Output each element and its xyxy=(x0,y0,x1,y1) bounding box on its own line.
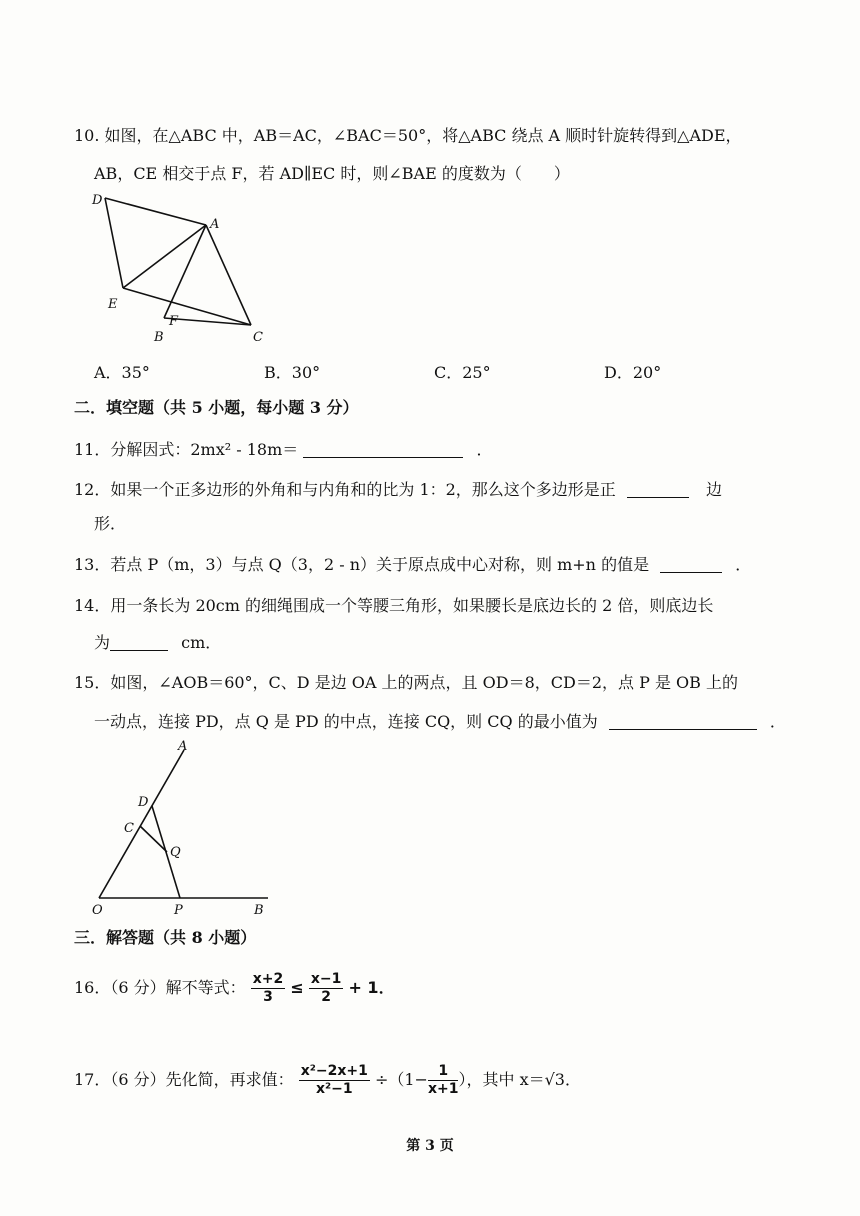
q14-line2-end: cm． xyxy=(181,633,222,652)
q17 xyxy=(74,1060,581,1100)
segment-AB xyxy=(164,225,206,318)
label-P: P xyxy=(174,903,183,918)
segment-AE xyxy=(123,225,206,288)
q10-option-b: B．30° xyxy=(264,363,321,382)
segment-DE xyxy=(105,198,123,288)
segment-CQ xyxy=(140,826,167,852)
q11-text: 11．分解因式：2mx² - 18m＝ xyxy=(74,440,299,459)
section-answer-heading: 三．解答题（共 8 小题） xyxy=(74,928,257,947)
q13-text: 13．若点 P（m，3）与点 Q（3，2 - n）关于原点成中心对称，则 m+n 的值是 xyxy=(74,555,650,574)
q17-prefix: 17．（6 分）先化简，再求值： xyxy=(74,1070,294,1089)
q10-figure xyxy=(86,190,276,350)
q14-line2-start: 为 xyxy=(94,633,111,652)
q13-answer-blank[interactable] xyxy=(660,556,722,573)
segment-AC xyxy=(206,225,251,325)
q17-mid: ÷（1− xyxy=(374,1070,428,1089)
q10-option-c: C．25° xyxy=(434,363,491,382)
q10-line2: AB，CE 相交于点 F，若 AD∥EC 时，则∠BAE 的度数为（ ） xyxy=(94,164,570,183)
q11-answer-blank[interactable] xyxy=(303,441,463,458)
label-O: O xyxy=(92,903,103,918)
label-E: E xyxy=(108,297,118,312)
label-B: B xyxy=(154,330,164,345)
q10-line1: 10. 如图，在△ABC 中，AB＝AC，∠BAC＝50°，将△ABC 绕点 A 顺时针旋转得到△ADE， xyxy=(74,126,742,145)
q16-frac1-denominator: 3 xyxy=(263,989,273,1005)
q15-answer-blank[interactable] xyxy=(609,713,757,730)
label-B: B xyxy=(254,903,264,918)
label-C: C xyxy=(253,330,263,345)
label-D: D xyxy=(138,795,149,810)
q11-end: ． xyxy=(476,440,493,459)
segment-DA xyxy=(105,198,206,225)
q14-line2 xyxy=(94,633,221,653)
q13-end: ． xyxy=(735,555,752,574)
q17-inner-fraction xyxy=(428,1063,459,1098)
label-F: F xyxy=(169,314,179,329)
q16-frac2-denominator: 2 xyxy=(321,989,331,1005)
q14-line1: 14．用一条长为 20cm 的细绳围成一个等腰三角形，如果腰长是底边长的 2 倍，则底边长 xyxy=(74,596,714,615)
q16-prefix: 16．（6 分）解不等式： xyxy=(74,978,246,997)
q16-tail: + 1． xyxy=(348,978,395,997)
q15-figure xyxy=(84,736,284,920)
label-A: A xyxy=(210,217,220,232)
q12-line2: 形． xyxy=(94,514,127,533)
q16-relation: ≤ xyxy=(290,978,304,997)
q16-frac1-numerator: x+2 xyxy=(252,971,284,987)
q12-text: 12．如果一个正多边形的外角和与内角和的比为 1：2，那么这个多边形是正 xyxy=(74,480,616,499)
q17-numerator: x²−2x+1 xyxy=(300,1063,368,1079)
label-C: C xyxy=(124,821,134,836)
q10-option-d: D．20° xyxy=(604,363,662,382)
q12-line1-end: 边 xyxy=(706,480,723,499)
q17-denominator: x²−1 xyxy=(315,1081,353,1097)
q15-line1: 15．如图，∠AOB＝60°，C、D 是边 OA 上的两点，且 OD＝8，CD＝2，点 P 是 OB 上的 xyxy=(74,673,739,692)
label-D: D xyxy=(92,193,103,208)
page-number: 第 3 页 xyxy=(406,1138,454,1154)
q16-fraction-1 xyxy=(251,971,286,1006)
q17-fraction xyxy=(299,1063,370,1098)
q12-line1 xyxy=(74,480,722,500)
q14-answer-blank[interactable] xyxy=(110,634,168,651)
q15-line2 xyxy=(94,712,786,732)
q17-tail: ），其中 x＝√3． xyxy=(458,1070,581,1089)
label-A: A xyxy=(178,739,188,754)
q10-option-a: A．35° xyxy=(94,363,150,382)
q16-fraction-2 xyxy=(309,971,344,1006)
q13 xyxy=(74,555,751,575)
q11 xyxy=(74,440,492,460)
q17-inner-numerator: 1 xyxy=(428,1063,459,1081)
q16 xyxy=(74,968,395,1008)
q16-frac2-numerator: x−1 xyxy=(310,971,342,987)
q15-end: ． xyxy=(769,712,786,731)
label-Q: Q xyxy=(170,845,181,860)
q15-text: 一动点，连接 PD，点 Q 是 PD 的中点，连接 CQ，则 CQ 的最小值为 xyxy=(94,712,598,731)
q12-answer-blank[interactable] xyxy=(627,481,689,498)
q17-inner-denominator: x+1 xyxy=(427,1081,459,1097)
section-fill-in-heading: 二．填空题（共 5 小题，每小题 3 分） xyxy=(74,398,359,417)
ray-OA xyxy=(99,750,184,898)
